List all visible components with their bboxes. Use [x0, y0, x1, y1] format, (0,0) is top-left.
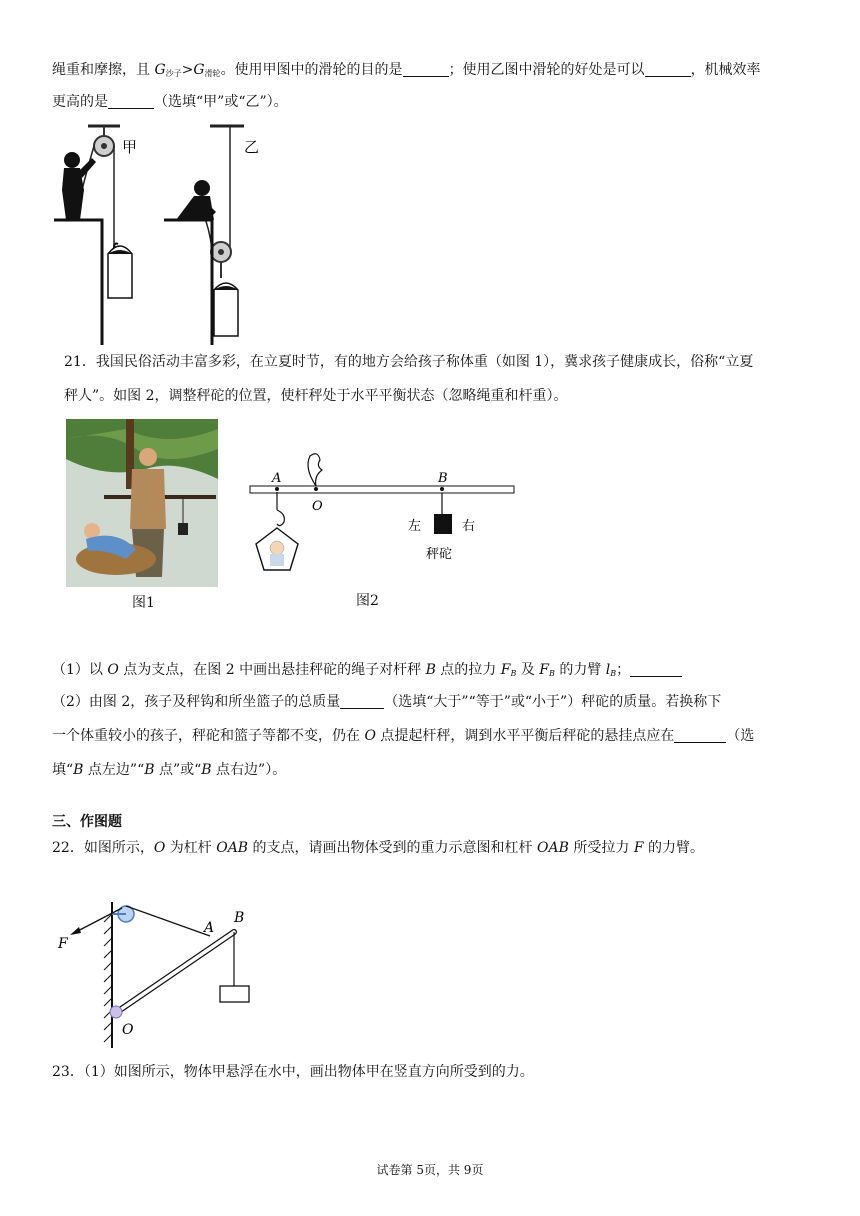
symbol-l: l: [605, 662, 611, 678]
q21-part2-line2: [52, 726, 754, 746]
subscript: 沙子: [165, 69, 182, 78]
q21-part2-line3: [52, 760, 286, 780]
page-footer: 试卷第 5页，共 9页: [376, 1163, 484, 1177]
pivot-o: [110, 1006, 122, 1018]
fig1-illustration: [66, 419, 218, 587]
answer-blank[interactable]: [340, 694, 384, 709]
symbol-b: B: [201, 762, 212, 778]
q23-text: 23．（1）如图所示，物体甲悬浮在水中，画出物体甲在竖直方向所受到的力。: [52, 1064, 534, 1080]
text: 22．如图所示，: [52, 840, 154, 856]
lever-bar: [250, 486, 514, 493]
text: ；: [616, 662, 631, 678]
subscript: B: [510, 669, 517, 678]
point-b-label: B: [438, 471, 448, 486]
symbol-b: B: [144, 762, 155, 778]
point-a-label: A: [272, 471, 282, 486]
text: （选: [726, 728, 755, 744]
symbol-o: O: [364, 728, 376, 744]
q21-line1: 21．我国民俗活动丰富多彩，在立夏时节，有的地方会给孩子称体重（如图 1），冀求孩子健康成长，俗称“立夏: [64, 354, 754, 370]
section-title: 三、作图题: [52, 814, 122, 830]
subscript: B: [610, 669, 617, 678]
symbol-f: F: [633, 840, 644, 856]
q20-line1: [52, 60, 761, 84]
answer-blank[interactable]: [645, 62, 691, 77]
right-label: 右: [462, 519, 476, 534]
q22-text: [52, 838, 704, 858]
hanging-block: [220, 986, 249, 1002]
lifting-loop: [308, 454, 322, 486]
text: 点提起杆秤，调到水平平衡后秤砣的悬挂点应在: [375, 728, 675, 744]
text: 更高的是: [52, 94, 108, 110]
rope: [126, 906, 210, 936]
left-label: 左: [408, 519, 422, 534]
text: 点为支点，在图 2 中画出悬挂秤砣的绳子对杆秤: [118, 662, 426, 678]
text: 一个体重较小的孩子，秤砣和篮子等都不变，仍在: [52, 728, 365, 744]
text: （2）由图 2，孩子及秤钩和所坐篮子的总质量: [52, 694, 341, 710]
fig1-caption: 图1: [132, 595, 155, 611]
point-o-label: O: [312, 499, 323, 514]
text: 及: [516, 662, 540, 678]
person-yi: [176, 180, 216, 220]
q21-line2: 秤人”。如图 2，调整秤砣的位置，使杆秤处于水平平衡状态（忽略绳重和杆重）。: [64, 388, 568, 404]
symbol-f: F: [539, 662, 549, 678]
text: （选填“大于”“等于”或“小于”）秤砣的质量。若换称下: [384, 694, 722, 710]
label-jia: 甲: [122, 138, 138, 156]
symbol-o: O: [107, 662, 119, 678]
q22-lever-figure: [52, 900, 262, 1050]
text: 的力臂。: [643, 840, 704, 856]
text: 的支点，请画出物体受到的重力示意图和杠杆: [248, 840, 538, 856]
text: 。使用甲图中的滑轮的目的是: [220, 62, 403, 78]
label-b: B: [234, 910, 245, 926]
fig2-caption: 图2: [356, 593, 379, 609]
q21-part1: [52, 660, 682, 684]
symbol-oab: OAB: [537, 840, 569, 856]
counterweight-label: 秤砣: [426, 547, 453, 562]
bucket-yi: [214, 283, 238, 336]
text: 为杠杆: [165, 840, 217, 856]
text: 点的拉力: [435, 662, 501, 678]
text: ；使用乙图中滑轮的好处是可以: [448, 62, 645, 78]
q20-line2: [52, 92, 288, 112]
lever-oab: [114, 932, 234, 1014]
pulley-figure: [52, 120, 272, 345]
answer-blank[interactable]: [403, 62, 449, 77]
symbol-b: B: [425, 662, 436, 678]
text: 点”或“: [154, 762, 202, 778]
bucket-jia: [108, 244, 132, 299]
answer-blank[interactable]: [674, 728, 726, 743]
subscript: B: [549, 669, 555, 678]
text: 填“: [52, 762, 74, 778]
text: 的力臂: [554, 662, 606, 678]
text: （选填“甲”或“乙”）。: [154, 94, 288, 110]
text: 点右边”）。: [211, 762, 287, 778]
label-a: A: [204, 920, 215, 936]
answer-blank[interactable]: [108, 94, 154, 109]
label-f: F: [58, 936, 68, 952]
answer-blank[interactable]: [630, 662, 682, 677]
fig2-steelyard-diagram: [246, 448, 518, 588]
text: 所受拉力: [568, 840, 634, 856]
symbol-g: G: [193, 62, 205, 78]
symbol-o: O: [153, 840, 166, 856]
symbol-g: G: [154, 62, 166, 78]
symbol-f: F: [500, 662, 511, 678]
symbol-oab: OAB: [216, 840, 249, 856]
label-o: O: [122, 1022, 134, 1038]
subscript: 滑轮: [204, 69, 221, 78]
text: >: [181, 62, 194, 78]
person-jia: [62, 152, 96, 220]
q21-part2-line1: [52, 692, 721, 712]
text: 绳重和摩擦，且: [52, 62, 155, 78]
symbol-b: B: [73, 762, 84, 778]
counterweight: [434, 514, 452, 534]
label-yi: 乙: [244, 138, 260, 156]
text: ，机械效率: [690, 62, 761, 78]
text: 点左边”“: [83, 762, 145, 778]
text: （1）以: [52, 662, 108, 678]
